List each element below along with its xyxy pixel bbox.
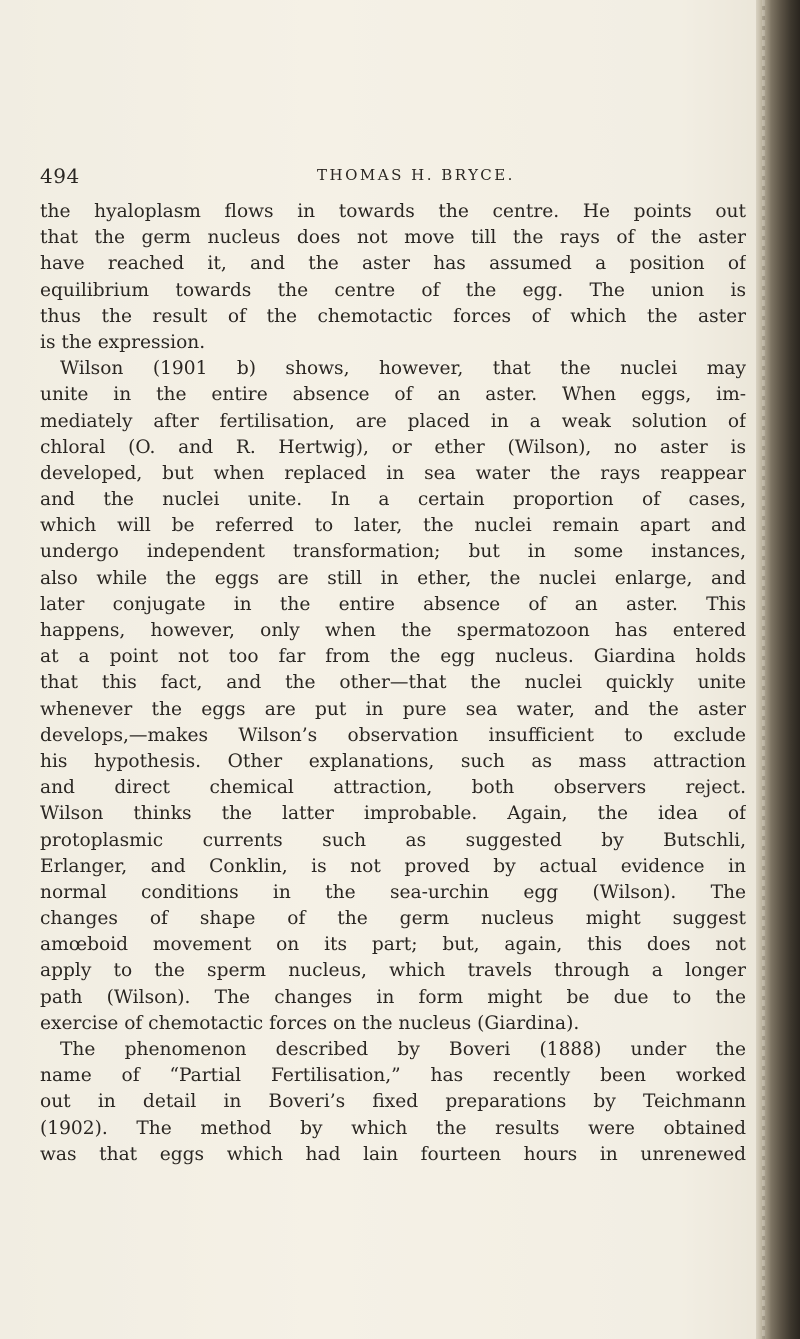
- text-line: undergo independent transformation; but in some instances,: [40, 541, 746, 563]
- text-line: name of “Partial Fertilisation,” has recently been worked: [40, 1065, 746, 1087]
- text-line: happens, however, only when the spermatozoon has entered: [40, 620, 746, 641]
- text-line: out in detail in Boveri’s fixed preparations by Teichmann: [40, 1091, 746, 1113]
- text-line: that this fact, and the other—that the nuclei quickly unite: [40, 672, 746, 694]
- text-line: later conjugate in the entire absence of an aster. This: [40, 593, 746, 615]
- text-line: which will be referred to later, the nuclei remain apart and: [40, 515, 746, 537]
- text-line: was that eggs which had lain fourteen hours in unrenewed: [40, 1143, 746, 1165]
- text-line: amœboid movement on its part; but, again, this does not: [40, 934, 746, 956]
- text-line: at a point not too far from the egg nucleus. Giardina holds: [40, 646, 746, 668]
- body-text: [40, 199, 746, 1168]
- text-line: whenever the eggs are put in pure sea water, and the aster: [40, 698, 746, 720]
- text-line: Wilson (1901 b) shows, however, that the nuclei may: [60, 358, 746, 380]
- running-head: THOMAS H. BRYCE.: [317, 166, 515, 184]
- text-line: (1902). The method by which the results were obtained: [40, 1117, 746, 1139]
- text-line: thus the result of the chemotactic forces of which the aster: [40, 305, 746, 327]
- text-line: and the nuclei unite. In a certain proportion of cases,: [40, 489, 746, 511]
- text-line: The phenomenon described by Boveri (1888) under the: [60, 1039, 746, 1060]
- text-line: changes of shape of the germ nucleus might suggest: [40, 908, 746, 930]
- text-line: Wilson thinks the latter improbable. Again, the idea of: [40, 803, 746, 825]
- text-line: path (Wilson). The changes in form might be due to the: [40, 986, 746, 1008]
- text-line: apply to the sperm nucleus, which travels through a longer: [40, 960, 746, 982]
- page-header: [40, 164, 746, 190]
- text-line: exercise of chemotactic forces on the nucleus (Giardina).: [40, 1012, 580, 1034]
- text-line: develops,—makes Wilson’s observation insufficient to exclude: [40, 724, 746, 746]
- text-line: unite in the entire absence of an aster. When eggs, im-: [40, 384, 746, 406]
- text-line: also while the eggs are still in ether, the nuclei enlarge, and: [40, 567, 746, 589]
- text-line: is the expression.: [40, 331, 206, 353]
- text-line: chloral (O. and R. Hertwig), or ether (Wilson), no aster is: [40, 436, 746, 458]
- page-edge-shadow: [756, 0, 800, 1339]
- text-line: the hyaloplasm flows in towards the centre. He points out: [40, 201, 746, 222]
- text-line: equilibrium towards the centre of the egg. The union is: [40, 279, 746, 301]
- text-line: Erlanger, and Conklin, is not proved by actual evidence in: [40, 855, 746, 877]
- text-line: normal conditions in the sea-urchin egg (Wilson). The: [40, 881, 746, 903]
- text-line: developed, but when replaced in sea water the rays reappear: [40, 462, 746, 484]
- text-line: mediately after fertilisation, are placed in a weak solution of: [40, 410, 746, 432]
- text-line: have reached it, and the aster has assumed a position of: [40, 253, 746, 275]
- text-line: his hypothesis. Other explanations, such as mass attraction: [40, 750, 746, 772]
- text-line: that the germ nucleus does not move till the rays of the aster: [40, 227, 746, 249]
- text-line: protoplasmic currents such as suggested by Butschli,: [40, 829, 746, 851]
- text-line: and direct chemical attraction, both observers reject.: [40, 777, 746, 799]
- page-number: 494: [40, 164, 80, 188]
